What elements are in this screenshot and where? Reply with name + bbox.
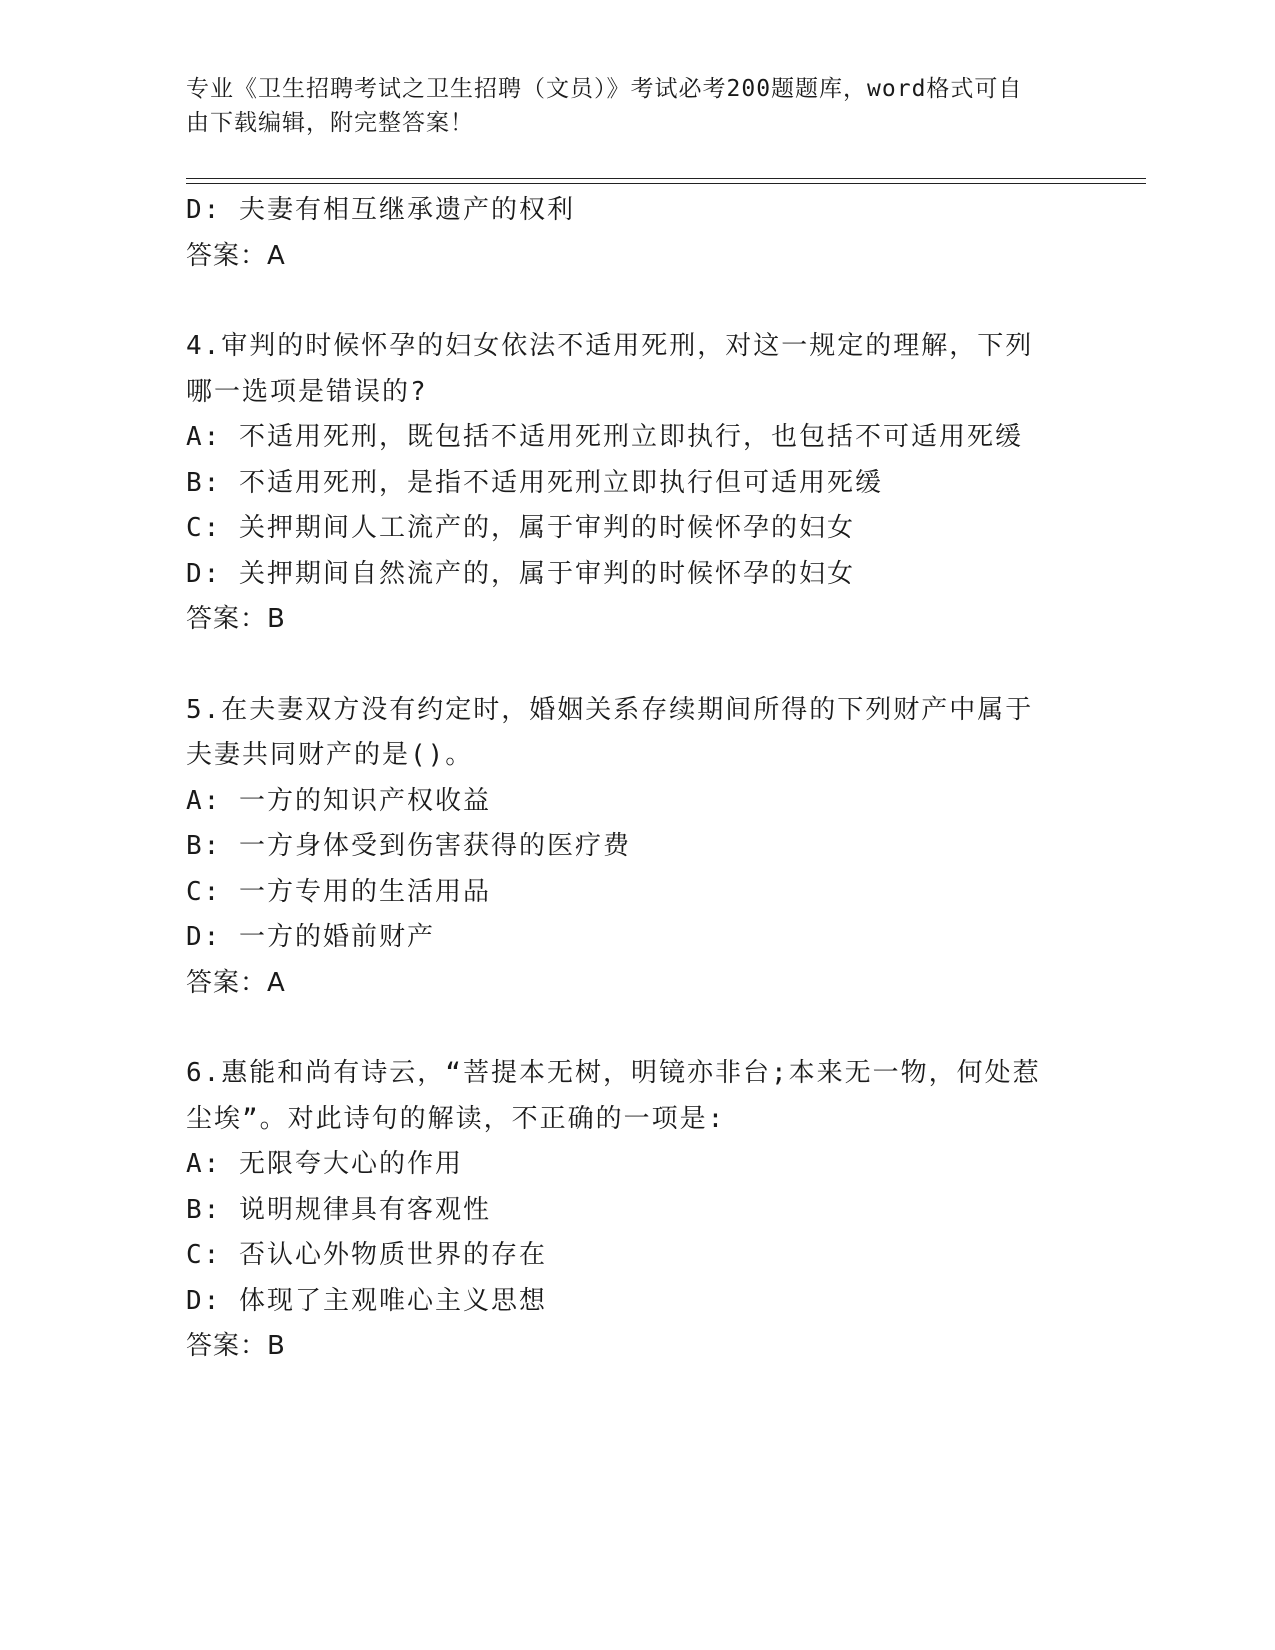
header-divider-top xyxy=(186,178,1146,179)
spacer xyxy=(186,279,1086,324)
question-stem-line-1: 6.惠能和尚有诗云，“菩提本无树，明镜亦非台;本来无一物，何处惹 xyxy=(186,1058,1041,1088)
option-b: B: 说明规律具有客观性 xyxy=(186,1194,491,1225)
header-title-line-2: 由下载编辑，附完整答案！ xyxy=(186,110,474,136)
option-c: C: 一方专用的生活用品 xyxy=(186,876,491,907)
option-b: B: 不适用死刑，是指不适用死刑立即执行但可适用死缓 xyxy=(186,467,883,498)
question-5 xyxy=(186,688,1086,1007)
header-title-line-1: 专业《卫生招聘考试之卫生招聘（文员）》考试必考200题题库，word格式可自 xyxy=(186,76,1023,102)
option-a: A: 无限夸大心的作用 xyxy=(186,1149,463,1179)
answer-line: 答案：A xyxy=(186,967,286,998)
option-b: B: 一方身体受到伤害获得的医疗费 xyxy=(186,831,631,861)
question-stem-line-2: 哪一选项是错误的? xyxy=(186,376,428,407)
spacer xyxy=(186,643,1086,688)
question-stem-line-2: 尘埃”。对此诗句的解读，不正确的一项是: xyxy=(186,1103,726,1134)
option-a: A: 不适用死刑，既包括不适用死刑立即执行，也包括不可适用死缓 xyxy=(186,422,1023,452)
option-d: D: 关押期间自然流产的，属于审判的时候怀孕的妇女 xyxy=(186,558,855,589)
previous-question-tail xyxy=(186,188,1086,279)
answer-line: 答案：A xyxy=(186,240,286,271)
question-stem-line-1: 4.审判的时候怀孕的妇女依法不适用死刑，对这一规定的理解，下列 xyxy=(186,331,1034,361)
option-c: C: 否认心外物质世界的存在 xyxy=(186,1240,547,1270)
question-4 xyxy=(186,324,1086,643)
option-d: D: 夫妻有相互继承遗产的权利 xyxy=(186,195,575,225)
option-a: A: 一方的知识产权收益 xyxy=(186,785,491,816)
question-stem-line-1: 5.在夫妻双方没有约定时，婚姻关系存续期间所得的下列财产中属于 xyxy=(186,694,1034,725)
header-divider-bottom xyxy=(186,183,1146,184)
option-d: D: 体现了主观唯心主义思想 xyxy=(186,1285,547,1316)
answer-line: 答案：B xyxy=(186,1331,286,1361)
question-list xyxy=(186,188,1086,1370)
document-header xyxy=(186,72,1066,140)
option-c: C: 关押期间人工流产的，属于审判的时候怀孕的妇女 xyxy=(186,513,855,543)
question-stem-line-2: 夫妻共同财产的是()。 xyxy=(186,740,474,770)
question-6 xyxy=(186,1051,1086,1370)
spacer xyxy=(186,1006,1086,1051)
answer-line: 答案：B xyxy=(186,604,286,634)
option-d: D: 一方的婚前财产 xyxy=(186,922,435,952)
